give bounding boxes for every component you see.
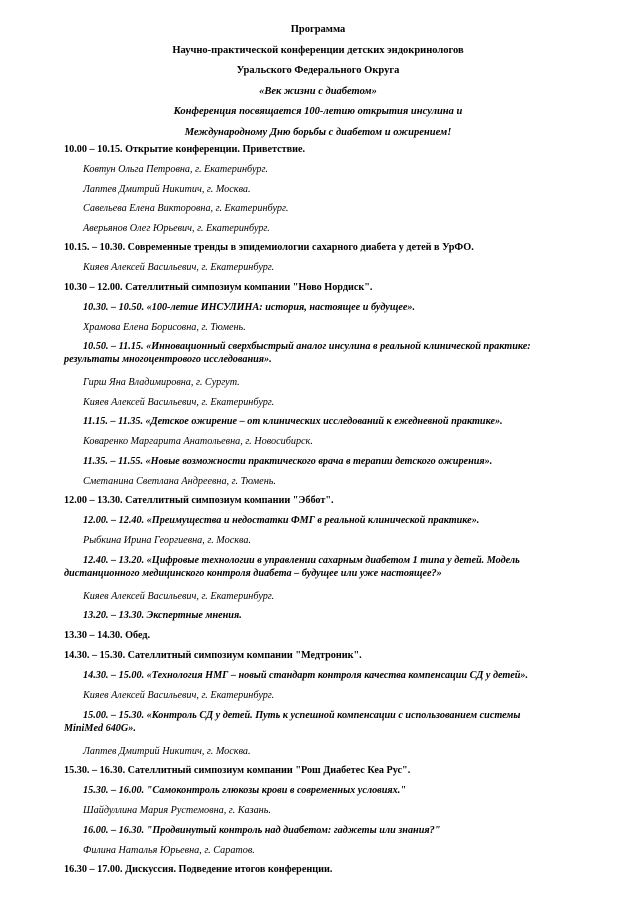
dedication-line-1: Конференция посвящается 100-летию открытия инсулина и bbox=[173, 106, 463, 117]
session-heading: 13.30 – 14.30. Обед. bbox=[64, 630, 151, 641]
session-heading: 16.30 – 17.00. Дискуссия. Подведение итогов конференции. bbox=[64, 864, 333, 875]
speaker-line: Кияев Алексей Васильевич, г. Екатеринбург. bbox=[83, 590, 275, 602]
talk-title-line: 12.40. – 13.20. «Цифровые технологии в управлении сахарным диабетом 1 типа у детей. Модель bbox=[83, 554, 520, 566]
speaker-line: Рыбкина Ирина Георгиевна, г. Москва. bbox=[83, 535, 252, 546]
speaker-line: Храмова Елена Борисовна, г. Тюмень. bbox=[83, 321, 246, 333]
speaker-line: Аверьянов Олег Юрьевич, г. Екатеринбург. bbox=[83, 222, 270, 234]
talk-title bbox=[0, 554, 636, 590]
speaker-line: Лаптев Дмитрий Никитич, г. Москва. bbox=[83, 183, 251, 195]
conference-motto: «Век жизни с диабетом» bbox=[259, 85, 377, 97]
talk-title: 16.00. – 16.30. "Продвинутый контроль над диабетом: гаджеты или знания?" bbox=[83, 824, 441, 836]
talk-title: 11.15. – 11.35. «Детское ожирение – от клинических исследований к ежедневной практике». bbox=[83, 416, 503, 427]
speaker-line: Коваренко Маргарита Анатольевна, г. Новосибирск. bbox=[83, 436, 313, 447]
talk-title bbox=[0, 340, 636, 376]
talk-title bbox=[0, 709, 636, 745]
speaker-line: Шайдуллина Мария Рустемовна, г. Казань. bbox=[83, 805, 271, 816]
document-header bbox=[0, 20, 636, 143]
talk-title: 15.30. – 16.00. "Самоконтроль глюкозы крови в современных условиях." bbox=[83, 785, 406, 796]
session-heading: 10.00 – 10.15. Открытие конференции. Приветствие. bbox=[64, 144, 306, 155]
speaker-line: Савельева Елена Викторовна, г. Екатеринбург. bbox=[83, 203, 289, 214]
speaker-line: Кияев Алексей Васильевич, г. Екатеринбург. bbox=[83, 396, 275, 408]
conference-name: Научно-практической конференции детских эндокринологов bbox=[172, 44, 464, 56]
district-name: Уральского Федерального Округа bbox=[236, 65, 400, 76]
speaker-line: Ковтун Ольга Петровна, г. Екатеринбург. bbox=[83, 164, 268, 175]
talk-title-line: 15.00. – 15.30. «Контроль СД у детей. Путь к успешной компенсации с использованием системы bbox=[83, 709, 521, 721]
talk-title-line: 10.50. – 11.15. «Инновационный сверхбыстрый аналог инсулина в реальной клинической практике: bbox=[83, 341, 531, 352]
speaker-line: Гирш Яна Владимировна, г. Сургут. bbox=[83, 377, 240, 388]
speaker-line: Лаптев Дмитрий Никитич, г. Москва. bbox=[83, 745, 251, 757]
session-heading: 10.30 – 12.00. Сателлитный симпозиум компании "Ново Нордиск". bbox=[64, 281, 373, 293]
dedication-line-2: Международному Дню борьбы с диабетом и ожирением! bbox=[184, 126, 452, 138]
talk-title: 11.35. – 11.55. «Новые возможности практического врача в терапии детского ожирения». bbox=[83, 455, 493, 467]
session-heading: 10.15. – 10.30. Современные тренды в эпидемиологии сахарного диабета у детей в УрФО. bbox=[64, 242, 474, 253]
program-schedule bbox=[0, 143, 636, 883]
speaker-line: Кияев Алексей Васильевич, г. Екатеринбург. bbox=[83, 690, 275, 701]
session-heading: 15.30. – 16.30. Сателлитный симпозиум компании "Рош Диабетес Кеа Рус". bbox=[64, 765, 411, 776]
speaker-line: Сметанина Светлана Андреевна, г. Тюмень. bbox=[83, 475, 276, 487]
speaker-line: Филина Наталья Юрьевна, г. Саратов. bbox=[83, 844, 255, 856]
talk-title-continuation: дистанционного медицинского контроля диабета – будущее или уже настоящее?» bbox=[64, 567, 442, 579]
talk-title-continuation: результаты многоцентрового исследования». bbox=[64, 354, 272, 365]
talk-title: 14.30. – 15.00. «Технология НМГ – новый стандарт контроля качества компенсации СД у детей». bbox=[83, 670, 529, 681]
speaker-line: Кияев Алексей Васильевич, г. Екатеринбург. bbox=[83, 262, 275, 273]
talk-title: 12.00. – 12.40. «Преимущества и недостатки ФМГ в реальной клинической практике». bbox=[83, 515, 480, 526]
talk-title-continuation: MiniMed 640G». bbox=[64, 722, 136, 734]
session-heading: 14.30. – 15.30. Сателлитный симпозиум компании "Медтроник". bbox=[64, 650, 362, 661]
document-title: Программа bbox=[290, 24, 346, 35]
talk-title: 10.30. – 10.50. «100-летие ИНСУЛИНА: история, настоящее и будущее». bbox=[83, 301, 416, 313]
talk-title: 13.20. – 13.30. Экспертные мнения. bbox=[83, 610, 242, 621]
session-heading: 12.00 – 13.30. Сателлитный симпозиум компании "Эббот". bbox=[64, 495, 334, 506]
